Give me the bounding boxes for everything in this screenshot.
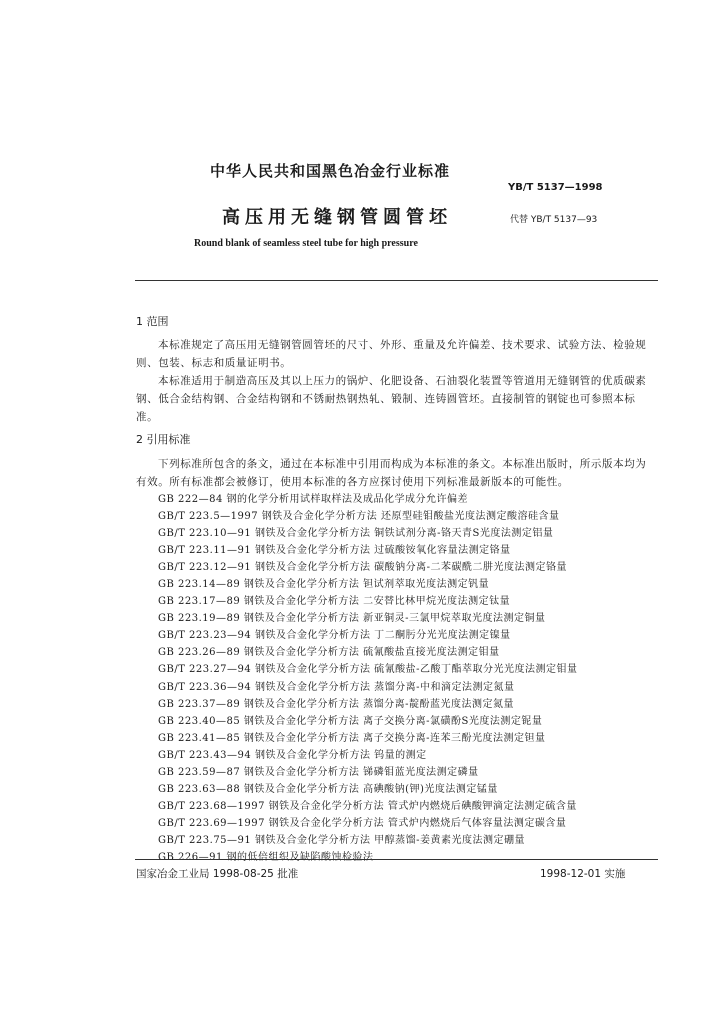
section-2-heading: 2 引用标准 [136,433,191,446]
reference-item: GB 223.63—88 钢铁及合金化学分析方法 高碘酸钠(钾)光度法测定锰量 [158,783,498,795]
reference-item: GB/T 223.12—91 钢铁及合金化学分析方法 碳酸钠分离-二苯碳酰二肼光度法测定铬量 [158,562,568,574]
reference-item: GB/T 223.36—94 钢铁及合金化学分析方法 蒸馏分离-中和滴定法测定氮量 [158,681,515,693]
reference-item: GB/T 223.10—91 钢铁及合金化学分析方法 铜铁试剂分离-铬天青S光度法测定铝量 [158,528,554,540]
section-1-paragraph-1: 本标准规定了高压用无缝钢管圆管坯的尺寸、外形、重量及允许偏差、技术要求、试验方法、检验规则、包装、标志和质量证明书。 [136,339,647,369]
reference-item: GB 223.19—89 钢铁及合金化学分析方法 新亚铜灵-三氯甲烷萃取光度法测定铜量 [158,613,546,625]
reference-item: GB 222—84 钢的化学分析用试样取样法及成品化学成分允许偏差 [158,494,469,505]
reference-item: GB 223.17—89 钢铁及合金化学分析方法 二安替比林甲烷光度法测定钛量 [158,596,511,608]
section-1-heading: 1 范围 [136,315,169,328]
reference-item: GB/T 223.5—1997 钢铁及合金化学分析方法 还原型硅钼酸盐光度法测定酸溶硅含量 [158,511,560,523]
reference-item: GB/T 223.68—1997 钢铁及合金化学分析方法 管式炉内燃烧后碘酸钾滴定法测定硫含量 [158,800,577,812]
reference-item: GB 223.14—89 钢铁及合金化学分析方法 钽试剂萃取光度法测定钒量 [158,579,490,591]
replaces-standard: 代替 YB/T 5137—93 [510,215,598,225]
reference-item: GB/T 223.23—94 钢铁及合金化学分析方法 丁二酮肟分光光度法测定镍量 [158,630,511,642]
industry-standard-title: 中华人民共和国黑色冶金行业标准 [210,162,451,180]
reference-item: GB 223.59—87 钢铁及合金化学分析方法 锑磷钼蓝光度法测定磷量 [158,766,479,778]
section-2-paragraph: 下列标准所包含的条文，通过在本标准中引用而构成为本标准的条文。本标准出版时，所示版本均为有效。所有标准都会被修订，使用本标准的各方应探讨使用下列标准最新版本的可能性。 [136,458,647,488]
reference-item: GB/T 223.69—1997 钢铁及合金化学分析方法 管式炉内燃烧后气体容量法测定碳含量 [158,817,567,829]
standard-code: YB/T 5137—1998 [508,182,603,193]
header-divider [135,280,658,281]
reference-item: GB/T 223.11—91 钢铁及合金化学分析方法 过硫酸铵氧化容量法测定铬量 [158,545,511,557]
reference-item: GB 223.41—85 钢铁及合金化学分析方法 离子交换分离-连苯三酚光度法测定钽量 [158,732,546,744]
document-title: 高压用无缝钢管圆管坯 [222,207,452,228]
reference-item: GB 226—91 钢的低倍组织及缺陷酸蚀检验法 [158,852,374,863]
reference-item: GB/T 223.43—94 钢铁及合金化学分析方法 钨量的测定 [158,749,427,761]
footer-divider [135,859,658,860]
english-title: Round blank of seamless steel tube for high pressure [194,238,418,249]
section-1-paragraph-2: 本标准适用于制造高压及其以上压力的锅炉、化肥设备、石油裂化装置等管道用无缝钢管的优质碳素钢、低合金结构钢、合金结构钢和不锈耐热钢热轧、锻制、连铸圆管坯。直接制管的钢锭也可参照本标准。 [136,375,647,423]
reference-item: GB/T 223.75—91 钢铁及合金化学分析方法 甲醇蒸馏-姜黄素光度法测定硼量 [158,834,526,846]
approval-line: 国家冶金工业局 1998-08-25 批准 [136,868,299,880]
reference-item: GB 223.40—85 钢铁及合金化学分析方法 离子交换分离-氯磺酚S光度法测定铌量 [158,715,543,727]
reference-item: GB 223.37—89 钢铁及合金化学分析方法 蒸馏分离-靛酚蓝光度法测定氮量 [158,698,514,710]
reference-item: GB/T 223.27—94 钢铁及合金化学分析方法 硫氰酸盐-乙酸丁酯萃取分光光度法测定钼量 [158,664,578,676]
effective-date: 1998-12-01 实施 [540,868,626,880]
reference-item: GB 223.26—89 钢铁及合金化学分析方法 硫氰酸盐直接光度法测定钼量 [158,647,500,659]
